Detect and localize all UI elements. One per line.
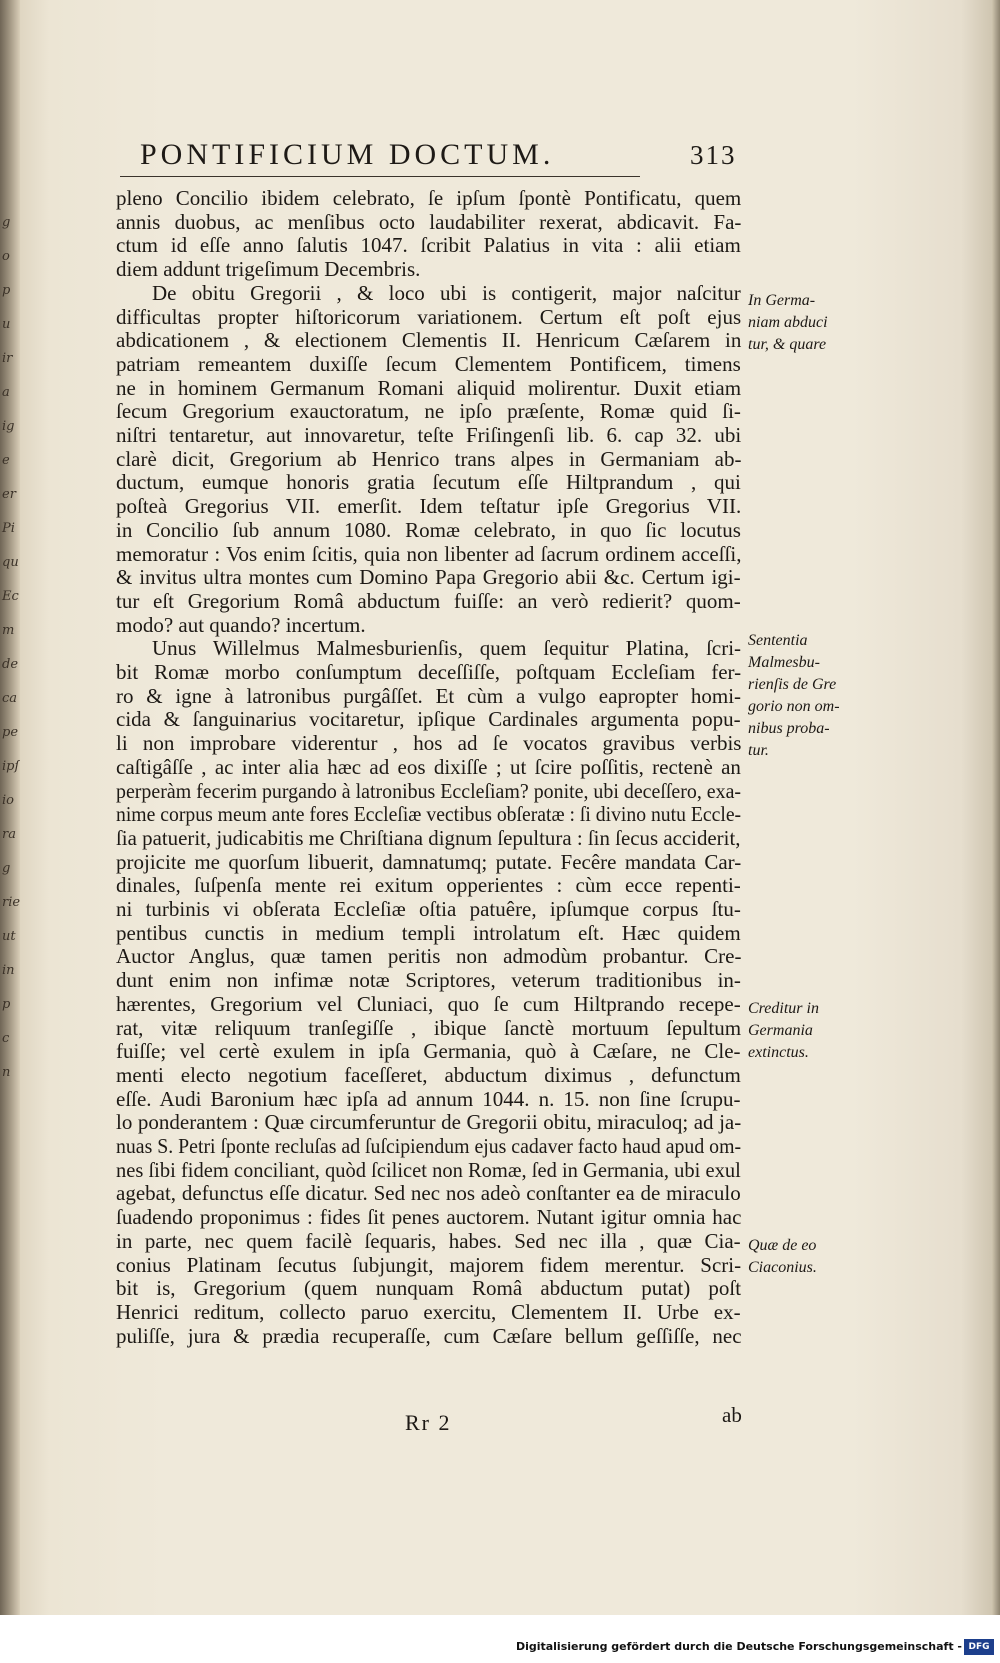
margin-note-line: Quæ de eo — [748, 1237, 817, 1254]
text-line: ſuadendo proponimus : fides ſit penes auctorem. Nutant igitur omnia hac — [116, 1205, 742, 1229]
text-line: ni turbinis vi obſerata Eccleſiæ oſtia patuêre, ipſumque corpus ſtu- — [116, 897, 741, 921]
margin-note-line: nibus proba- — [748, 720, 830, 737]
running-title: PONTIFICIUM DOCTUM. — [140, 138, 555, 171]
text-line: menti electo negotium faceſſeret, abductum diximus , defunctum — [116, 1063, 741, 1087]
margin-note-line: Ciaconius. — [748, 1259, 817, 1276]
text-line: bit is, Gregorium (quem nunquam Româ abductum putat) poſt — [116, 1276, 742, 1300]
fragment-glyph: de — [2, 657, 19, 672]
fragment-glyph: p — [2, 283, 11, 298]
fragment-glyph: ir — [2, 351, 13, 366]
text-line: caſtigâſſe , ac inter alia hæc ad eos dixiſſe ; ut ſcire poſſitis, rectenè an — [116, 755, 741, 779]
page-header — [120, 138, 740, 178]
text-line: De obitu Gregorii , & loco ubi is contigerit, major naſcitur — [152, 281, 741, 305]
digitization-footer — [0, 1615, 1000, 1663]
text-line: modo? aut quando? incertum. — [116, 613, 366, 637]
text-line: niſtri tentaretur, aut innovaretur, teſte Friſingenſi lib. 6. cap 32. ubi — [116, 423, 742, 447]
text-line: projicite me quorſum libuerit, damnatumq; putate. Fecêre mandata Car- — [116, 850, 742, 874]
margin-note-line: gorio non om- — [748, 698, 840, 715]
margin-note-line: Germania — [748, 1022, 813, 1039]
fragment-glyph: n — [2, 1065, 11, 1080]
text-line: & invitus ultra montes cum Domino Papa Gregorio abii &c. Certum igi- — [116, 565, 741, 589]
text-line: Auctor Anglus, quæ tamen peritis non admodùm probantur. Cre- — [116, 944, 742, 968]
text-line: dinales, ſuſpenſa mente rei exitum opperientes : cùm ecce repenti- — [116, 873, 741, 897]
fragment-glyph: ra — [2, 827, 16, 842]
text-line: ſia patuerit, judicabitis me Chriſtiana dignum ſepultura : ſin ſecus acciderit, — [116, 826, 741, 850]
fragment-glyph: rie — [2, 895, 21, 910]
margin-note-line: Sententia — [748, 632, 808, 649]
fragment-glyph: u — [2, 317, 11, 332]
text-line: memoratur : Vos enim ſcitis, quia non libenter ad ſacrum ordinem acceſſi, — [116, 542, 742, 566]
fragment-glyph: g — [2, 861, 11, 876]
fragment-glyph: e — [2, 453, 10, 468]
text-line: Henrici reditum, collecto paruo exercitu, Clementem II. Urbe ex- — [116, 1300, 741, 1324]
catchword: ab — [722, 1403, 742, 1427]
text-line: in parte, nec quem facilè ſequaris, habes. Sed nec illa , quæ Cia- — [116, 1229, 741, 1253]
text-line: ne in hominem Germanum Romani aliquid molirentur. Duxit etiam — [116, 376, 742, 400]
page-right-edge — [992, 0, 1000, 1615]
text-line: clarè dicit, Gregorium ab Henrico trans alpes in Germaniam ab- — [116, 447, 742, 471]
text-line: ſecum Gregorium exauctoratum, ne ipſo præſente, Romæ quid ſi- — [116, 399, 741, 423]
fragment-glyph: Pi — [2, 521, 15, 536]
text-line: ro & igne à latronibus purgâſſet. Et cùm a vulgo eapropter homi- — [116, 684, 742, 708]
fragment-glyph: qu — [2, 555, 19, 570]
fragment-glyph: p — [2, 997, 11, 1012]
fragment-glyph: Ec — [2, 589, 19, 604]
funding-credit: Digitalisierung gefördert durch die Deutsche Forschungsgemeinschaft - — [515, 1640, 962, 1653]
text-line: nuas S. Petri ſponte recluſas ad ſuſcipiendum ejus cadaver facto haud apud om- — [116, 1134, 742, 1158]
margin-note-line: rienſis de Gre — [748, 676, 837, 693]
text-line: difficultas propter hiſtoricorum variationem. Certum eſt poſt ejus — [116, 305, 742, 329]
page-number: 313 — [690, 140, 737, 170]
fragment-glyph: ca — [2, 691, 18, 706]
text-line: patriam remeantem duxiſſe ſecum Clementem Pontificem, timens — [116, 352, 741, 376]
margin-note-line: tur, & quare — [748, 336, 827, 353]
text-line: puliſſe, jura & prædia recuperaſſe, cum Cæſare bellum geſſiſſe, nec — [116, 1324, 742, 1348]
text-line: nime corpus meum ante fores Eccleſiæ vectibus obſeratæ : ſi divino nutu Eccle- — [116, 802, 742, 826]
text-line: ductum, eumque honoris gratia ſecutum eſſe Hiltprandum , qui — [116, 470, 741, 494]
fragment-glyph: er — [2, 487, 16, 502]
margin-note-line: Creditur in — [748, 1000, 819, 1017]
margin-note-line: extinctus. — [748, 1044, 809, 1061]
text-line: in Concilio ſub annum 1080. Romæ celebrato, in quo ſic locutus — [116, 518, 741, 542]
fragment-glyph: ipſ — [2, 759, 20, 774]
fragment-glyph: a — [2, 385, 10, 400]
adjacent-page-fragments — [0, 0, 20, 1615]
dfg-logo: DFG — [964, 1639, 994, 1655]
text-line: diem addunt trigeſimum Decembris. — [116, 257, 421, 281]
text-line: abdicationem , & electionem Clementis II. Henricum Cæſarem in — [116, 328, 742, 352]
text-line: li non improbare viderentur , hos ad ſe vocatos gravibus verbis — [116, 731, 742, 755]
text-line: agebat, defunctus eſſe dicatur. Sed nec nos adeò conſtanter ea de miraculo — [116, 1181, 741, 1205]
text-line: perperàm fecerim purgando à latronibus Eccleſiam? ponite, ubi deceſſero, exa- — [116, 779, 742, 803]
margin-note-line: In Germa- — [748, 292, 816, 309]
text-line: ctum id eſſe anno ſalutis 1047. ſcribit Palatius in vita : alii etiam — [116, 233, 741, 257]
fragment-glyph: pe — [2, 725, 19, 740]
header-rule — [120, 176, 640, 177]
text-line: conius Platinam ſecutus ſubjungit, majorem fidem merentur. Scri- — [116, 1253, 742, 1277]
text-line: lo ponderantem : Quæ circumferuntur de Gregorii obitu, miraculoq; ad ja- — [116, 1110, 742, 1134]
fragment-glyph: m — [2, 623, 15, 638]
text-line: fuiſſe; vel certè exulem in ipſa Germania, quò à Cæſare, ne Cle- — [116, 1039, 741, 1063]
margin-note-line: niam abduci — [748, 314, 828, 331]
text-line: annis duobus, ac menſibus octo laudabiliter rexerat, abdicavit. Fa- — [116, 210, 742, 234]
text-line: cida & ſanguinarius vocitaretur, ipſique Cardinales argumenta popu- — [116, 707, 741, 731]
fragment-glyph: io — [2, 793, 14, 808]
text-line: Unus Willelmus Malmesburienſis, quem ſequitur Platina, ſcri- — [152, 636, 742, 660]
margin-note-line: Malmesbu- — [748, 654, 820, 671]
margin-note-line: tur. — [748, 742, 769, 759]
text-line: hærentes, Gregorium vel Cluniaci, quo ſe cum Hiltprando recepe- — [116, 992, 741, 1016]
fragment-glyph: c — [2, 1031, 10, 1046]
fragment-glyph: g — [2, 215, 11, 230]
text-line: nes ſibi fidem conciliant, quòd ſcilicet non Romæ, ſed in Germania, ubi exul — [116, 1158, 741, 1182]
text-line: dunt enim non infimæ notæ Scriptores, veterum traditionibus in- — [116, 968, 741, 992]
fragment-glyph: ut — [2, 929, 16, 944]
text-line: pleno Concilio ibidem celebrato, ſe ipſum ſpontè Pontificatu, quem — [116, 186, 742, 210]
text-line: tur eſt Gregorium Româ abductum fuiſſe: an verò redierit? quom- — [116, 589, 741, 613]
fragment-glyph: in — [2, 963, 15, 978]
text-line: eſſe. Audi Baronium hæc ipſa ad annum 1044. n. 15. non ſine ſcrupu- — [116, 1087, 741, 1111]
text-line: rat, vitæ reliquum tranſegiſſe , ibique ſanctè mortuum ſepultum — [116, 1016, 742, 1040]
fragment-glyph: o — [2, 249, 10, 264]
fragment-glyph: ig — [2, 419, 15, 434]
text-line: pentibus cunctis in medium templi introlatum eſt. Hæc quidem — [116, 921, 741, 945]
signature-mark: Rr 2 — [405, 1410, 452, 1435]
text-line: bit Romæ morbo conſumptum deceſſiſſe, poſtquam Eccleſiam fer- — [116, 660, 742, 684]
text-line: poſteà Gregorius VII. emerſit. Idem teſtatur ipſe Gregorius VII. — [116, 494, 742, 518]
